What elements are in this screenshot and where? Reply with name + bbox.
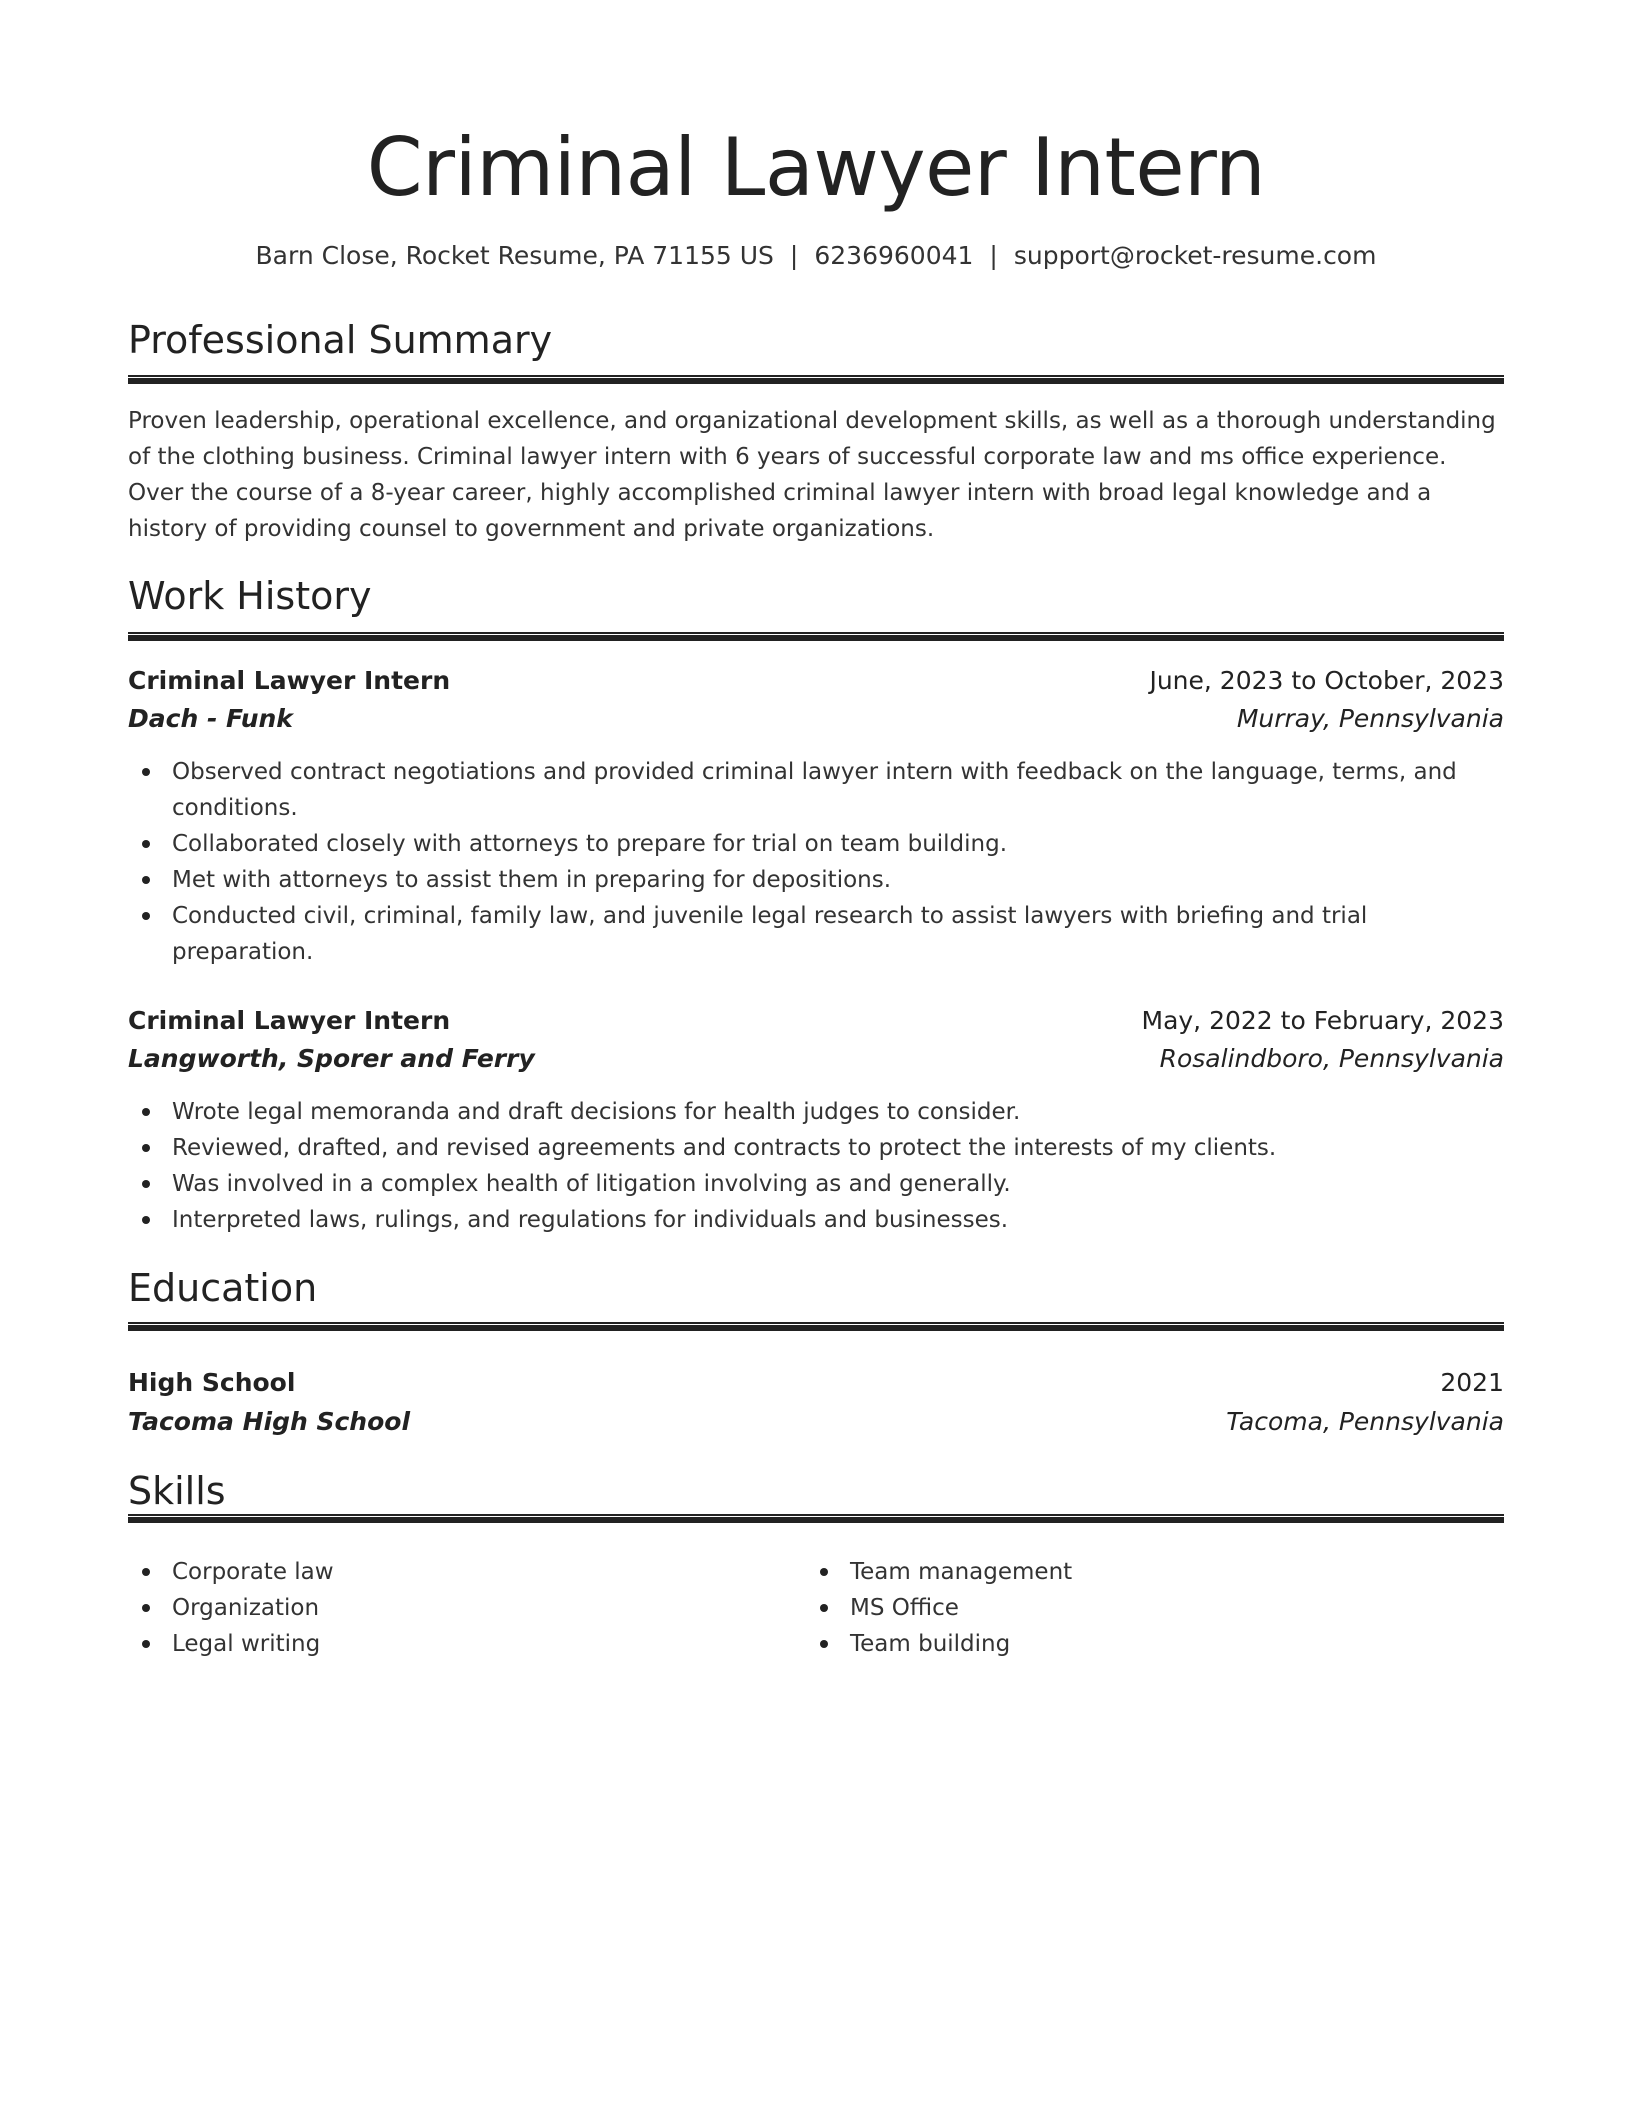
job-title: Criminal Lawyer Intern: [128, 1006, 451, 1035]
job-company: Dach - Funk: [128, 704, 293, 733]
list-item: Conducted civil, criminal, family law, and juvenile legal research to assist lawyers with briefing and trial preparation.: [172, 898, 1504, 970]
skill-item: Organization: [172, 1590, 768, 1626]
skill-item: Team management: [850, 1554, 1446, 1590]
section-title-work-history: Work History: [128, 574, 372, 618]
contact-separator: |: [989, 241, 998, 270]
job-header: [128, 1002, 1504, 1040]
job-company: Langworth, Sporer and Ferry: [128, 1044, 535, 1073]
job-title: Criminal Lawyer Intern: [128, 666, 451, 695]
list-item: Met with attorneys to assist them in preparing for depositions.: [172, 862, 1504, 898]
skills-list-left: [128, 1554, 768, 1662]
job-subheader: [128, 1040, 1504, 1078]
section-divider: [128, 1322, 1504, 1331]
skill-item: Legal writing: [172, 1626, 768, 1662]
contact-phone: 6236960041: [814, 241, 974, 270]
education-subheader: [128, 1403, 1504, 1441]
section-title-skills: Skills: [128, 1469, 226, 1513]
summary-text: Proven leadership, operational excellence, and organizational development skills, as well as a thorough understanding of the clothing business. Criminal lawyer intern with 6 years of successful corporate law and ms office experience. Over the course of a 8-year career, highly accomplished criminal lawyer intern with broad legal knowledge and a history of providing counsel to government and private organizations.: [128, 408, 1496, 542]
job-location: Rosalindboro, Pennsylvania: [1159, 1044, 1504, 1073]
education-year: 2021: [1440, 1368, 1504, 1397]
contact-line: [128, 238, 1504, 274]
list-item: Was involved in a complex health of litigation involving as and generally.: [172, 1166, 1504, 1202]
section-divider: [128, 375, 1504, 384]
contact-address: Barn Close, Rocket Resume, PA 71155 US: [255, 241, 774, 270]
resume-name: Criminal Lawyer Intern: [366, 121, 1266, 214]
job-dates: June, 2023 to October, 2023: [1149, 666, 1504, 695]
section-divider: [128, 632, 1504, 641]
list-item: Collaborated closely with attorneys to prepare for trial on team building.: [172, 826, 1504, 862]
job-dates: May, 2022 to February, 2023: [1141, 1006, 1504, 1035]
list-item: Interpreted laws, rulings, and regulations for individuals and businesses.: [172, 1202, 1504, 1238]
job-bullets: [128, 754, 1504, 970]
skill-item: MS Office: [850, 1590, 1446, 1626]
list-item: Reviewed, drafted, and revised agreements and contracts to protect the interests of my clients.: [172, 1130, 1504, 1166]
list-item: Observed contract negotiations and provided criminal lawyer intern with feedback on the language, terms, and conditions.: [172, 754, 1504, 826]
job-bullets: [128, 1094, 1504, 1238]
list-item: Wrote legal memoranda and draft decisions for health judges to consider.: [172, 1094, 1504, 1130]
job-subheader: [128, 700, 1504, 738]
education-header: [128, 1364, 1504, 1402]
section-title-summary: Professional Summary: [128, 318, 553, 362]
skill-item: Team building: [850, 1626, 1446, 1662]
job-location: Murray, Pennsylvania: [1236, 704, 1504, 733]
education-location: Tacoma, Pennsylvania: [1226, 1407, 1504, 1436]
section-title-education: Education: [128, 1266, 318, 1310]
job-header: [128, 662, 1504, 700]
education-degree: High School: [128, 1368, 296, 1397]
education-school: Tacoma High School: [128, 1407, 411, 1436]
contact-separator: |: [789, 241, 799, 270]
contact-email: support@rocket-resume.com: [1013, 241, 1377, 270]
skills-list-right: [806, 1554, 1446, 1662]
section-divider: [128, 1514, 1504, 1523]
skill-item: Corporate law: [172, 1554, 768, 1590]
